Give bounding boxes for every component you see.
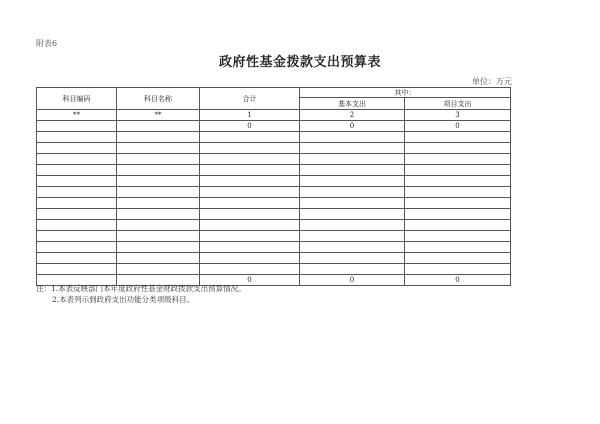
table-cell xyxy=(300,176,405,187)
table-cell xyxy=(200,143,300,154)
table-cell xyxy=(37,242,117,253)
table-cell xyxy=(117,165,200,176)
table-row xyxy=(37,143,511,154)
table-cell xyxy=(405,231,511,242)
attachment-label: 附表6 xyxy=(36,39,58,48)
table-cell: 1 xyxy=(200,110,300,121)
table-cell xyxy=(117,209,200,220)
table-cell xyxy=(200,231,300,242)
table-cell xyxy=(37,231,117,242)
page-title: 政府性基金拨款支出预算表 xyxy=(218,55,381,70)
table-cell xyxy=(300,253,405,264)
table-cell: 0 xyxy=(405,275,511,286)
table-cell xyxy=(37,264,117,275)
table-cell xyxy=(37,209,117,220)
header-name: 科目名称 xyxy=(117,88,200,110)
table-cell xyxy=(300,264,405,275)
table-cell xyxy=(37,165,117,176)
table-row xyxy=(37,231,511,242)
table-cell xyxy=(200,242,300,253)
table-cell xyxy=(405,132,511,143)
table-cell xyxy=(405,198,511,209)
table-cell xyxy=(405,253,511,264)
table-cell xyxy=(405,176,511,187)
table-cell xyxy=(200,209,300,220)
table-cell xyxy=(117,220,200,231)
table-cell xyxy=(405,264,511,275)
table-cell xyxy=(300,220,405,231)
table-cell xyxy=(300,231,405,242)
table-cell: 0 xyxy=(200,121,300,132)
table-cell: ** xyxy=(37,110,117,121)
table-cell xyxy=(200,165,300,176)
table-cell: 0 xyxy=(300,121,405,132)
note-1: 注：1.本表反映部门本年度政府性基金财政拨款支出预算情况。 xyxy=(36,284,246,293)
table-row xyxy=(37,264,511,275)
table-cell: 3 xyxy=(405,110,511,121)
table-cell xyxy=(200,198,300,209)
table-row xyxy=(37,165,511,176)
note-2: 2.本表列示到政府支出功能分类项级科目。 xyxy=(52,295,195,304)
table-cell xyxy=(405,242,511,253)
header-basic: 基本支出 xyxy=(300,98,405,110)
table-cell xyxy=(37,176,117,187)
table-cell xyxy=(37,220,117,231)
header-group: 其中： xyxy=(300,88,511,98)
table-row xyxy=(37,154,511,165)
table-row xyxy=(37,242,511,253)
table-cell xyxy=(117,231,200,242)
table-cell xyxy=(300,132,405,143)
table-cell xyxy=(200,154,300,165)
table-cell xyxy=(117,242,200,253)
table-cell xyxy=(405,165,511,176)
table-cell xyxy=(37,187,117,198)
table-cell xyxy=(37,143,117,154)
notes xyxy=(36,283,246,305)
table-cell xyxy=(300,143,405,154)
table-cell xyxy=(117,253,200,264)
index-row xyxy=(37,110,511,121)
table-cell xyxy=(200,220,300,231)
table-cell xyxy=(117,198,200,209)
table-row xyxy=(37,176,511,187)
table-cell xyxy=(37,198,117,209)
table-cell xyxy=(117,176,200,187)
table-cell xyxy=(405,187,511,198)
table-cell xyxy=(300,165,405,176)
table-cell xyxy=(300,198,405,209)
header-code: 科目编码 xyxy=(37,88,117,110)
table-row xyxy=(37,198,511,209)
table-row xyxy=(37,132,511,143)
header-project: 项目支出 xyxy=(405,98,511,110)
table-cell xyxy=(37,132,117,143)
table-cell xyxy=(200,176,300,187)
table-cell xyxy=(300,154,405,165)
table-cell xyxy=(117,143,200,154)
table-cell: 0 xyxy=(405,121,511,132)
table-cell xyxy=(37,121,117,132)
table-cell xyxy=(117,154,200,165)
table-cell: 2 xyxy=(300,110,405,121)
table-cell xyxy=(117,132,200,143)
first-row xyxy=(37,121,511,132)
table-cell xyxy=(200,264,300,275)
table-cell xyxy=(300,242,405,253)
table-cell: 0 xyxy=(300,275,405,286)
table-row xyxy=(37,220,511,231)
table-cell xyxy=(37,253,117,264)
table-row xyxy=(37,209,511,220)
table-body xyxy=(37,110,511,286)
table-cell xyxy=(200,187,300,198)
table-cell xyxy=(200,132,300,143)
table-cell xyxy=(300,209,405,220)
table-cell xyxy=(405,209,511,220)
header-total: 合计 xyxy=(200,88,300,110)
table-cell xyxy=(300,187,405,198)
table-row xyxy=(37,253,511,264)
table-cell xyxy=(117,187,200,198)
table-cell: 0 xyxy=(200,275,300,286)
table-cell: ** xyxy=(117,110,200,121)
table-cell xyxy=(405,220,511,231)
table-cell xyxy=(37,154,117,165)
budget-table xyxy=(36,87,511,286)
table-cell xyxy=(200,253,300,264)
table-cell xyxy=(405,143,511,154)
table-cell xyxy=(405,154,511,165)
unit-label: 单位：万元 xyxy=(472,77,512,86)
table-cell xyxy=(117,264,200,275)
table-row xyxy=(37,187,511,198)
table-cell xyxy=(117,121,200,132)
